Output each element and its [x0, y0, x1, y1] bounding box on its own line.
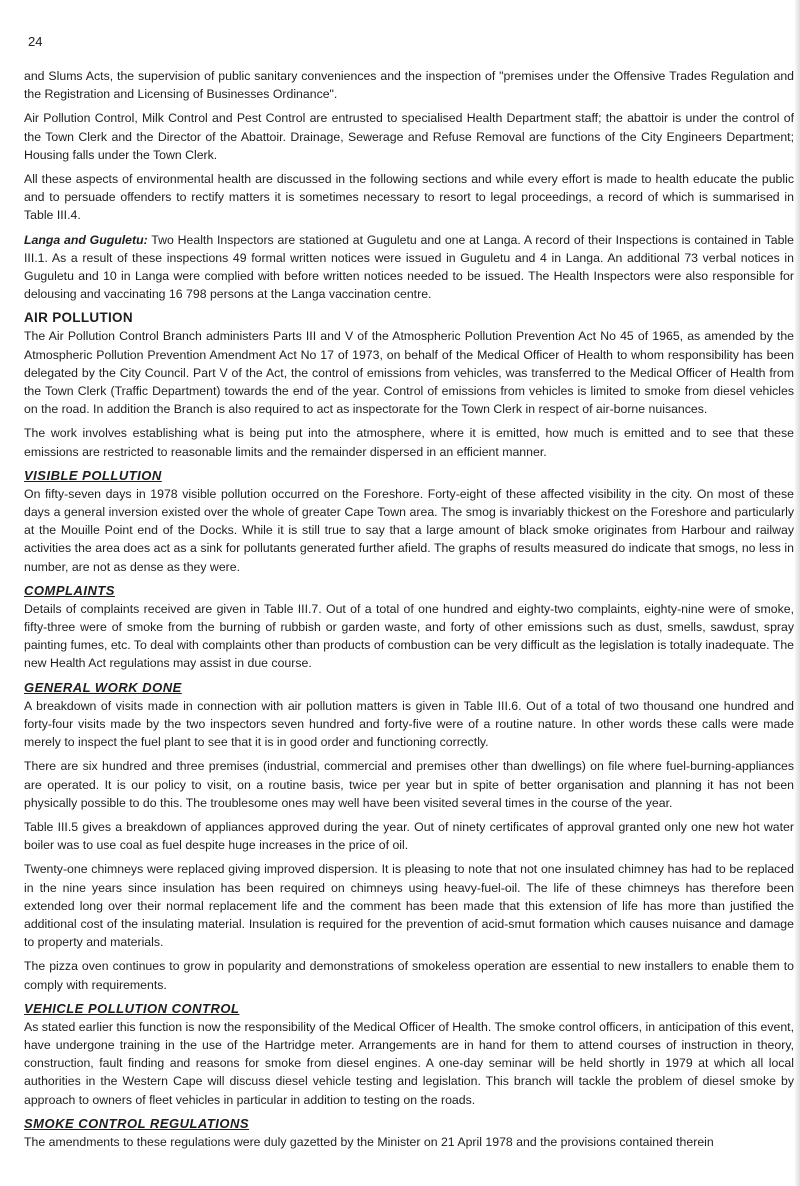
paragraph: The Air Pollution Control Branch administers Parts III and V of the Atmospheric Pollution Prevention Act No 45 of 1965, as amended by the Atmospheric Pollution Prevention Amendment Act No 17 of 1973, on behalf of the Medical Officer of Health to whom responsibility has been delegated by the City Council. Part V of the Act, the control of emissions from vehicles, was transferred to the Medical Officer of Health from the Town Clerk (Traffic Department) towards the end of the year. Control of emissions from vehicles is limited to smoke from diesel vehicles on the road. In addition the Branch is also required to act as inspectorate for the Town Clerk in respect of air-borne nuisances.: [24, 329, 794, 417]
paragraph: All these aspects of environmental health are discussed in the following sections and while every effort is made to health educate the public and to persuade offenders to rectify matters it is sometimes necessary to resort to legal proceedings, a record of which is summarised in Table III.4.: [24, 172, 794, 223]
paragraph: A breakdown of visits made in connection with air pollution matters is given in Table III.6. Out of a total of two thousand one hundred and forty-four visits made by the two inspectors seven hundred and forty-five were of a routine nature. In other words these calls were made merely to inspect the fuel plant to see that it is in good order and functioning correctly.: [24, 698, 794, 750]
section-heading-air-pollution: AIR POLLUTION: [24, 310, 133, 326]
paragraph: The work involves establishing what is being put into the atmosphere, where it is emitted, how much is emitted and to see that these emissions are restricted to reasonable limits and the remainder dispersed in an efficient manner.: [24, 426, 794, 459]
paragraph: Details of complaints received are given in Table III.7. Out of a total of one hundred and eighty-two complaints, eighty-nine were of smoke, fifty-three were of smoke from the burning of rubbish or garden waste, and forty of other emissions such as dust, smells, sawdust, spray painting fumes, etc. To deal with complaints other than products of combustion can be very difficult as the legislation is totally inadequate. The new Health Act regulations may assist in due course.: [24, 601, 794, 671]
subheading-smoke-control-regulations: SMOKE CONTROL REGULATIONS: [24, 1115, 250, 1131]
subheading-general-work-done: GENERAL WORK DONE: [24, 679, 182, 695]
paragraph-lead: Langa and Guguletu:: [24, 232, 148, 247]
paragraph: Air Pollution Control, Milk Control and Pest Control are entrusted to specialised Health Department staff; the abattoir is under the control of the Town Clerk and the Director of the Abattoir. Drainage, Sewerage and Refuse Removal are functions of the City Engineers Department; Housing falls under the Town Clerk.: [24, 111, 794, 162]
subheading-vehicle-pollution-control: VEHICLE POLLUTION CONTROL: [24, 1000, 240, 1016]
paragraph-langa-guguletu: [24, 231, 794, 304]
paragraph: and Slums Acts, the supervision of public sanitary conveniences and the inspection of "premises under the Offensive Trades Regulation and the Registration and Licensing of Businesses Ordinance".: [24, 69, 794, 102]
paragraph: Table III.5 gives a breakdown of appliances approved during the year. Out of ninety certificates of approval granted only one new hot water boiler was to use coal as fuel despite huge increases in the price of oil.: [24, 819, 794, 853]
page-number: 24: [28, 34, 43, 49]
paragraph: On fifty-seven days in 1978 visible pollution occurred on the Foreshore. Forty-eight of these affected visibility in the city. On most of these days a general inversion existed over the whole of greater Cape Town area. The smog is invariably thickest on the Foreshore and particularly at the Mouille Point end of the Docks. While it is still true to say that a large amount of black smoke originates from Harbour and railway activities the area does act as a sink for pollutants generated further afield. The graphs of results measured do indicate that smogs, no less in number, are not as dense as they were.: [24, 486, 794, 574]
page-edge-shadow: [794, 0, 800, 1186]
paragraph: The pizza oven continues to grow in popularity and demonstrations of smokeless operation are essential to new installers to enable them to comply with requirements.: [24, 959, 794, 992]
subheading-visible-pollution: VISIBLE POLLUTION: [24, 467, 162, 483]
subheading-complaints: COMPLAINTS: [24, 582, 115, 598]
paragraph: As stated earlier this function is now the responsibility of the Medical Officer of Health. The smoke control officers, in anticipation of this event, have undergone training in the use of the Hartridge meter. Arrangements are in hand for them to attend courses of instruction in theory, construction, fault finding and reasons for smoke from diesel engines. A one-day seminar will be held shortly in 1979 at which all local authorities in the Western Cape will discuss diesel vehicle testing and legislation. This branch will tackle the problem of diesel smoke by approach to owners of fleet vehicles in particular in addition to testing on the roads.: [24, 1019, 794, 1107]
paragraph: There are six hundred and three premises (industrial, commercial and premises other than dwellings) on file where fuel-burning-appliances are operated. It is our policy to visit, on a routine basis, twice per year but in spite of better organisation and planning it has not been physically possible to do this. The troublesome ones may well have been visited several times in the course of the year.: [24, 759, 794, 810]
paragraph: The amendments to these regulations were duly gazetted by the Minister on 21 April 1978 and the provisions contained therein: [24, 1134, 714, 1149]
document-body: [24, 67, 794, 1153]
paragraph-text: Two Health Inspectors are stationed at Guguletu and one at Langa. A record of their Inspections is contained in Table III.1. As a result of these inspections 49 formal written notices were issued in Guguletu and 4 in Langa. An additional 73 verbal notices in Guguletu and 10 in Langa were complied with before written notices needed to be issued. The Health Inspectors were also responsible for delousing and vaccinating 16 798 persons at the Langa vaccination centre.: [24, 232, 794, 302]
paragraph: Twenty-one chimneys were replaced giving improved dispersion. It is pleasing to note that not one insulated chimney has had to be replaced in the nine years since insulation has been required on chimneys using heavy-fuel-oil. The life of these chimneys has therefore been extended long over their normal replacement life and the comment has been made that this extension of life has more than justified the additional cost of the insulating material. Insulation is required for the prevention of acid-smut formation which causes nuisance and damage to property and materials.: [24, 862, 794, 950]
